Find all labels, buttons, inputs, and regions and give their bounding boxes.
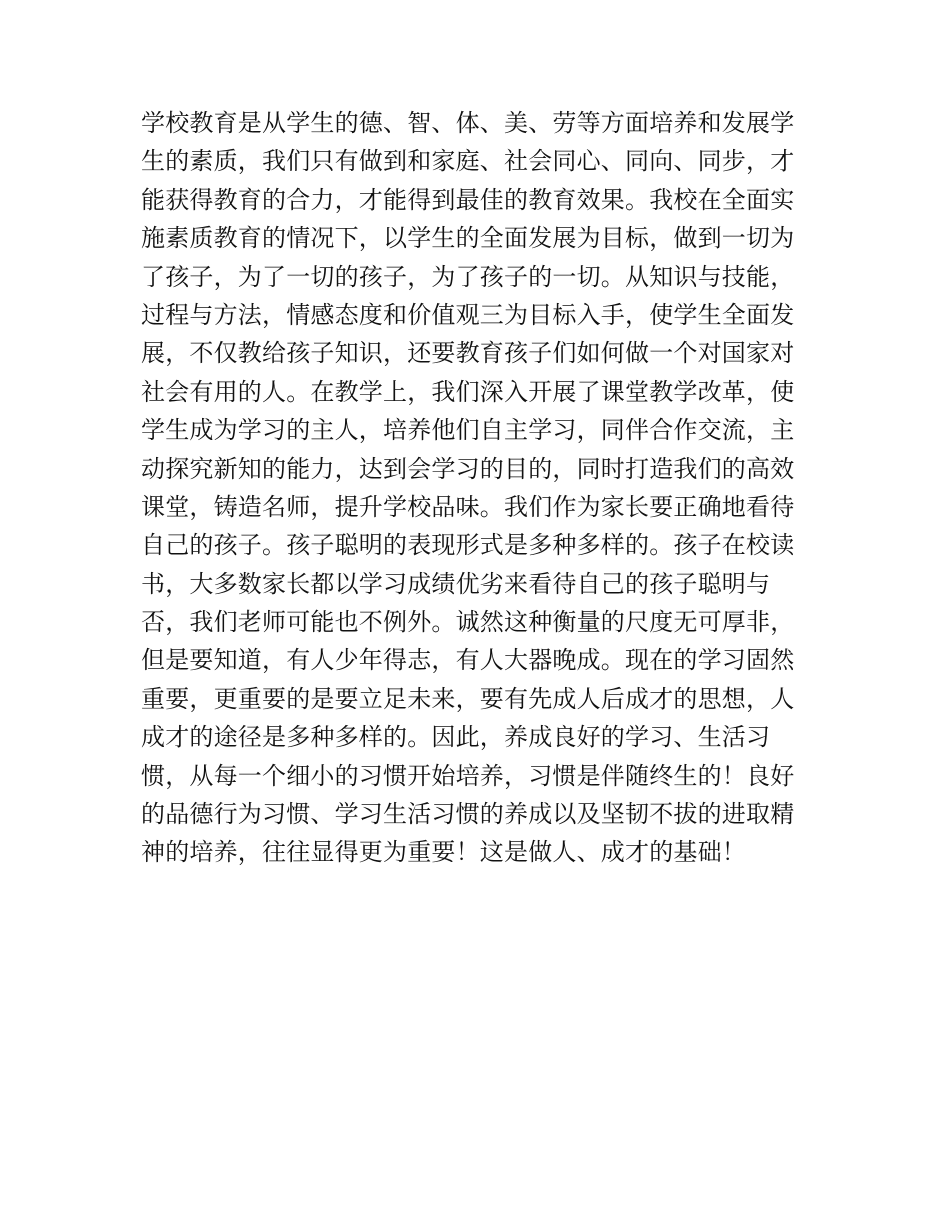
paragraph-line: 学校教育是从学生的德、智、体、美、劳等方面培养和发展学 (141, 109, 795, 137)
paragraph-line: 自己的孩子。孩子聪明的表现形式是多种多样的。孩子在校读 (141, 531, 795, 560)
paragraph-line: 施素质教育的情况下，以学生的全面发展为目标，做到一切为 (141, 224, 795, 253)
paragraph-line: 展，不仅教给孩子知识，还要教育孩子们如何做一个对国家对 (141, 339, 795, 368)
paragraph-line: 能获得教育的合力，才能得到最佳的教育效果。我校在全面实 (141, 185, 795, 214)
paragraph-line: 学生成为学习的主人，培养他们自主学习，同伴合作交流，主 (141, 416, 795, 445)
paragraph-line: 生的素质，我们只有做到和家庭、社会同心、同向、同步，才 (141, 147, 795, 176)
paragraph-line: 书，大多数家长都以学习成绩优劣来看待自己的孩子聪明与 (141, 569, 771, 598)
paragraph-line: 动探究新知的能力，达到会学习的目的，同时打造我们的高效 (141, 454, 795, 483)
paragraph-line: 的品德行为习惯、学习生活习惯的养成以及坚韧不拔的进取精 (141, 800, 795, 829)
paragraph-line: 课堂，铸造名师，提升学校品味。我们作为家长要正确地看待 (141, 492, 795, 521)
paragraph-line: 神的培养，往往显得更为重要！这是做人、成才的基础！ (141, 838, 746, 867)
paragraph-line: 社会有用的人。在教学上，我们深入开展了课堂教学改革，使 (141, 377, 795, 406)
paragraph-line: 重要，更重要的是要立足未来，要有先成人后成才的思想，人 (141, 684, 795, 713)
paragraph-line: 但是要知道，有人少年得志，有人大器晚成。现在的学习固然 (141, 646, 795, 675)
paragraph-line: 否，我们老师可能也不例外。诚然这种衡量的尺度无可厚非， (141, 608, 795, 637)
paragraph-line: 惯，从每一个细小的习惯开始培养，习惯是伴随终生的！良好 (141, 761, 795, 790)
paragraph-line: 过程与方法，情感态度和价值观三为目标入手，使学生全面发 (141, 300, 795, 329)
paragraph-line: 了孩子，为了一切的孩子，为了孩子的一切。从知识与技能， (141, 262, 795, 291)
body-paragraph (141, 104, 821, 872)
paragraph-line: 成才的途径是多种多样的。因此，养成良好的学习、生活习 (141, 723, 771, 752)
